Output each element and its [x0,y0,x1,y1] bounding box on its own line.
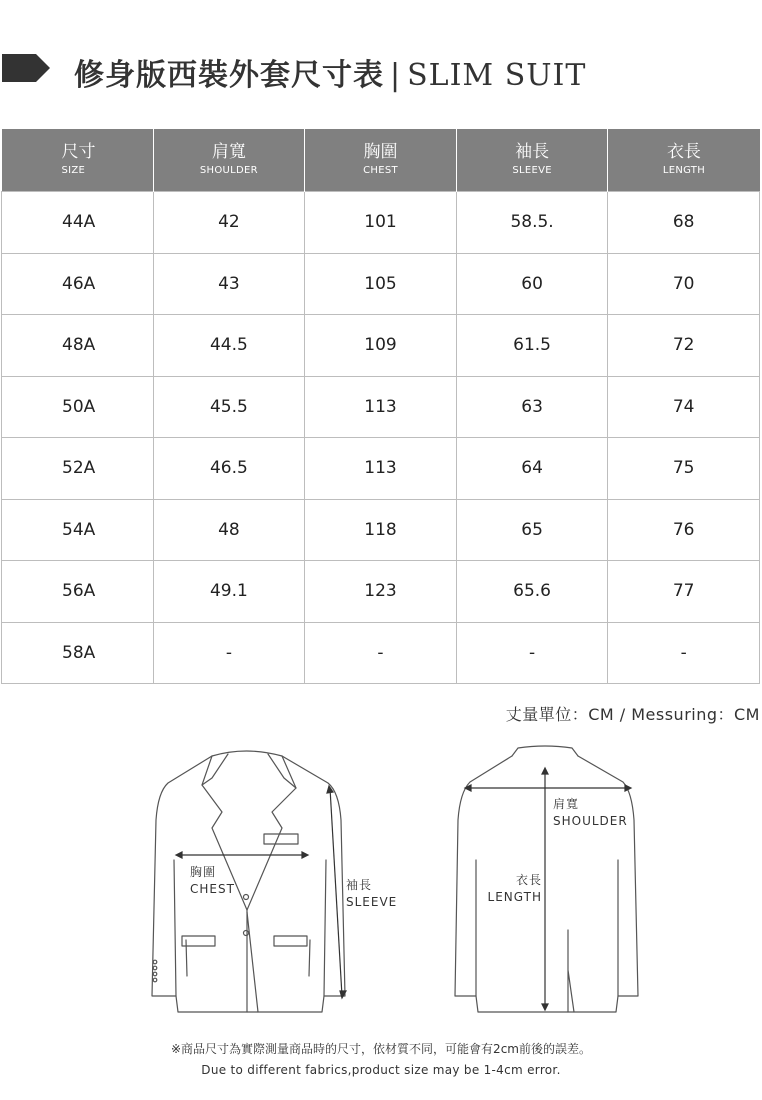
cell-shoulder: 44.5 [153,315,305,377]
cell-chest: 109 [305,315,457,377]
cell-sleeve: 58.5. [456,192,608,254]
jacket-front-icon [152,751,345,1012]
table-row [2,561,760,623]
table-row [2,315,760,377]
cell-size: 58A [2,622,154,684]
cell-length: 75 [608,438,760,500]
cell-size: 46A [2,253,154,315]
cell-sleeve: 65 [456,499,608,561]
cell-length: 76 [608,499,760,561]
title-bar [0,40,762,100]
header-chest: 胸圍 CHEST [305,129,457,192]
chest-arrow-right-icon [302,852,308,858]
cell-sleeve: - [456,622,608,684]
header-size: 尺寸 SIZE [2,129,154,192]
table-header-row [2,129,760,192]
arrow-icon [2,52,52,84]
measurement-diagram [0,740,762,1030]
title-en: SLIM SUIT [407,58,587,93]
footnote-zh: ※商品尺寸為實際測量商品時的尺寸，依材質不同，可能會有2cm前後的誤差。 [171,1042,591,1056]
sleeve-measure-line [330,788,342,996]
length-label: 衣長 LENGTH [487,873,542,904]
header-sleeve: 袖長 SLEEVE [456,129,608,192]
cell-size: 52A [2,438,154,500]
cell-sleeve: 64 [456,438,608,500]
table-row [2,192,760,254]
table-row [2,438,760,500]
table-row [2,622,760,684]
cell-sleeve: 60 [456,253,608,315]
cell-chest: 113 [305,438,457,500]
length-arrow-top-icon [542,768,548,774]
header-shoulder: 肩寬 SHOULDER [153,129,305,192]
footnote-en: Due to different fabrics,product size may be 1-4cm error. [201,1063,561,1077]
cell-shoulder: 48 [153,499,305,561]
length-arrow-bottom-icon [542,1004,548,1010]
cell-size: 50A [2,376,154,438]
shoulder-arrow-right-icon [625,785,631,791]
cell-sleeve: 63 [456,376,608,438]
cell-chest: 105 [305,253,457,315]
table-row [2,499,760,561]
table-row [2,253,760,315]
cell-length: 74 [608,376,760,438]
cell-sleeve: 65.6 [456,561,608,623]
cell-size: 44A [2,192,154,254]
cell-size: 56A [2,561,154,623]
title-zh: 修身版西裝外套尺寸表 [74,58,384,93]
shoulder-arrow-left-icon [465,785,471,791]
sleeve-label: 袖長 SLEEVE [346,878,398,909]
cell-chest: 101 [305,192,457,254]
cell-length: 68 [608,192,760,254]
cell-length: - [608,622,760,684]
cell-sleeve: 61.5 [456,315,608,377]
shoulder-label: 肩寬 SHOULDER [553,797,628,828]
cell-shoulder: 46.5 [153,438,305,500]
chest-arrow-left-icon [176,852,182,858]
cell-chest: - [305,622,457,684]
cell-size: 54A [2,499,154,561]
cell-chest: 118 [305,499,457,561]
cell-chest: 113 [305,376,457,438]
cell-length: 77 [608,561,760,623]
cell-length: 70 [608,253,760,315]
header-length: 衣長 LENGTH [608,129,760,192]
jacket-back-icon [455,746,638,1012]
chest-label: 胸圍 CHEST [190,865,235,896]
title-separator: | [390,58,402,93]
cell-size: 48A [2,315,154,377]
size-table [1,129,760,684]
cell-shoulder: 42 [153,192,305,254]
cell-shoulder: - [153,622,305,684]
cell-shoulder: 45.5 [153,376,305,438]
table-row [2,376,760,438]
unit-note: 丈量單位：CM / Messuring：CM [505,705,760,724]
page-title [74,50,586,94]
cell-chest: 123 [305,561,457,623]
cell-shoulder: 43 [153,253,305,315]
cell-shoulder: 49.1 [153,561,305,623]
cell-length: 72 [608,315,760,377]
